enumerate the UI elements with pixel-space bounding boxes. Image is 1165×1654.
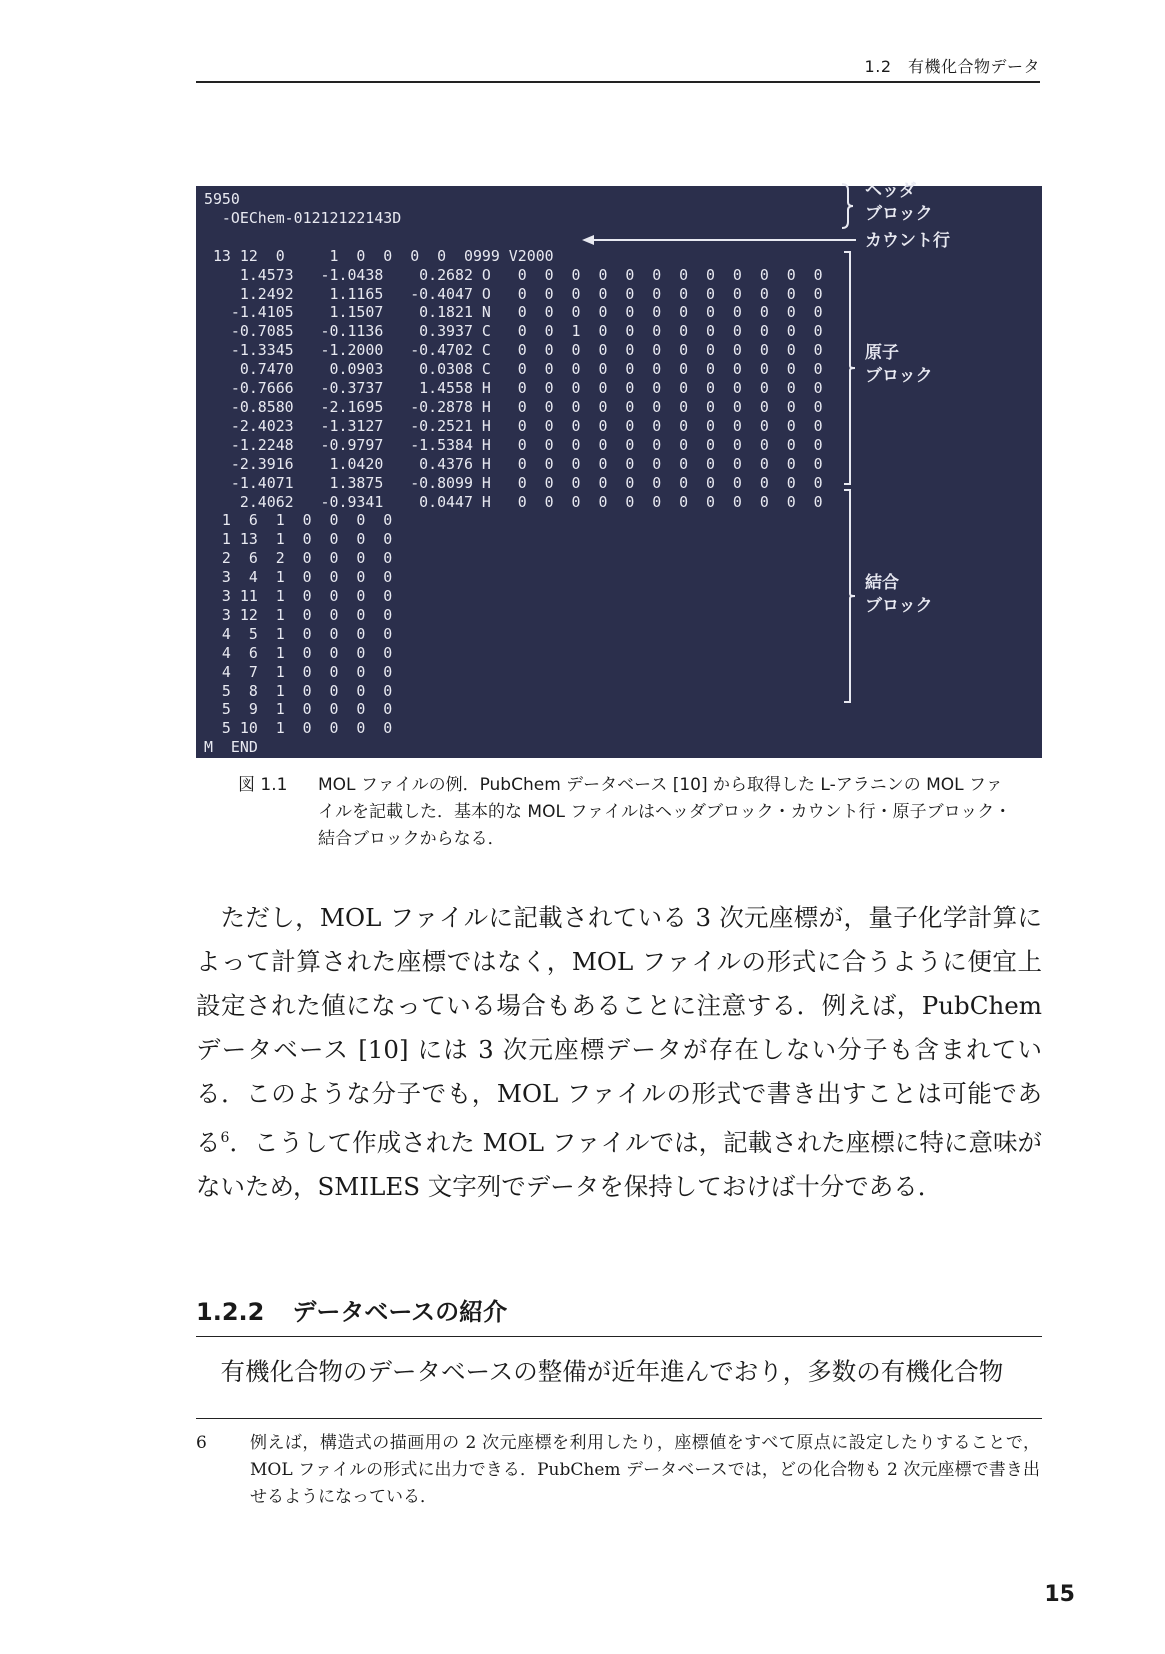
- count-line-arrow: [580, 232, 860, 248]
- header-rule: [196, 81, 1040, 83]
- paragraph-text: ただし，MOL ファイルに記載されている 3 次元座標が，量子化学計算によって計算された座標ではなく，MOL ファイルの形式に合うように便宜上設定された値になっている場合もあることに注意する．例えば，PubChem データベース [10] には 3 次元座標データが存在しない分子も含まれている．このような分子でも，MOL ファイルの形式で書き出すことは可能である: [196, 903, 1042, 1158]
- section-number: 1.2.2: [196, 1298, 265, 1326]
- footnote-reference[interactable]: 6: [220, 1130, 230, 1146]
- footnote-rule: [196, 1418, 1042, 1419]
- footnote-text: 例えば，構造式の描画用の 2 次元座標を利用したり，座標値をすべて原点に設定したりすることで，MOL ファイルの形式に出力できる．PubChem データベースでは，どの化合物も 2 次元座標で書き出せるようになっている．: [250, 1433, 1040, 1507]
- bond-block-bracket: [842, 488, 856, 704]
- section-heading: [196, 1292, 507, 1327]
- paragraph-text-continued: ．こうして作成された MOL ファイルでは，記載された座標に特に意味がないため，SMILES 文字列でデータを保持しておけば十分である．: [196, 1128, 1043, 1202]
- bond-block-label: 結合 ブロック: [865, 573, 933, 616]
- section-rule: [196, 1336, 1042, 1337]
- running-head: 1.2 有機化合物データ: [864, 57, 1040, 76]
- footnote-mark: 6: [196, 1433, 207, 1453]
- caption-label: 図 1.1: [238, 775, 288, 795]
- body-paragraph-2: 有機化合物のデータベースの整備が近年進んでおり，多数の有機化合物: [220, 1357, 1004, 1386]
- atom-block-label: 原子 ブロック: [865, 343, 933, 386]
- header-block-bracket: [840, 182, 854, 230]
- atom-block-bracket: [842, 250, 856, 486]
- mol-file-listing: 5950 -OEChem-01212122143D 13 12 0 1 0 0 0 0 0999 V2000 1.4573 -1.0438 0.2682 O 0 0 0 0 0 0 0 0 0 0 0 0 1.2492 1.1165 -0.4047 O 0 0 0 0 0 0 0 0 0 0 0 0 -1.4105 1.1507 0.1821 N 0 0 0 0 0 0 0 0 0 0 0 0 -0.7085 -0.1136 0.3937 C 0 0 1 0 0 0 0 0 0 0 0 0 -1.3345 -1.2000 -0.4702 C 0 0 0 0 0 0 0 0 0 0 0 0 0.7470 0.0903 0.0308 C 0 0 0 0 0 0 0 0 0 0 0 0 -0.7666 -0.3737 1.4558 H 0 0 0 0 0 0 0 0 0 0 0 0 -0.8580 -2.1695 -0.2878 H 0 0 0 0 0 0 0 0 0 0 0 0 -2.4023 -1.3127 -0.2521 H 0 0 0 0 0 0 0 0 0 0 0 0 -1.2248 -0.9797 -1.5384 H 0 0 0 0 0 0 0 0 0 0 0 0 -2.3916 1.0420 0.4376 H 0 0 0 0 0 0 0 0 0 0 0 0 -1.4071 1.3875 -0.8099 H 0 0 0 0 0 0 0 0 0 0 0 0 2.4062 -0.9341 0.0447 H 0 0 0 0 0 0 0 0 0 0 0 0 1 6 1 0 0 0 0 1 13 1 0 0 0 0 2 6 2 0 0 0 0 3 4 1 0 0 0 0 3 11 1 0 0 0 0 3 12 1 0 0 0 0 4 5 1 0 0 0 0 4 6 1 0 0 0 0 4 7 1 0 0 0 0 5 8 1 0 0 0 0 5 9 1 0 0 0 0 5 10 1 0 0 0 0 M END: [204, 190, 823, 757]
- caption-text: MOL ファイルの例．PubChem データベース [10] から取得した L-アラニンの MOL ファイルを記載した．基本的な MOL ファイルはヘッダブロック・カウント行・原子ブロック・結合ブロックからなる．: [318, 775, 1012, 849]
- page-number: 15: [1044, 1582, 1075, 1607]
- section-title-text: データベースの紹介: [292, 1298, 508, 1326]
- body-paragraph: [196, 896, 1042, 1209]
- header-block-label: ヘッダ ブロック: [865, 181, 933, 224]
- mol-file-figure: [196, 181, 1042, 758]
- count-line-label: カウント行: [865, 231, 950, 251]
